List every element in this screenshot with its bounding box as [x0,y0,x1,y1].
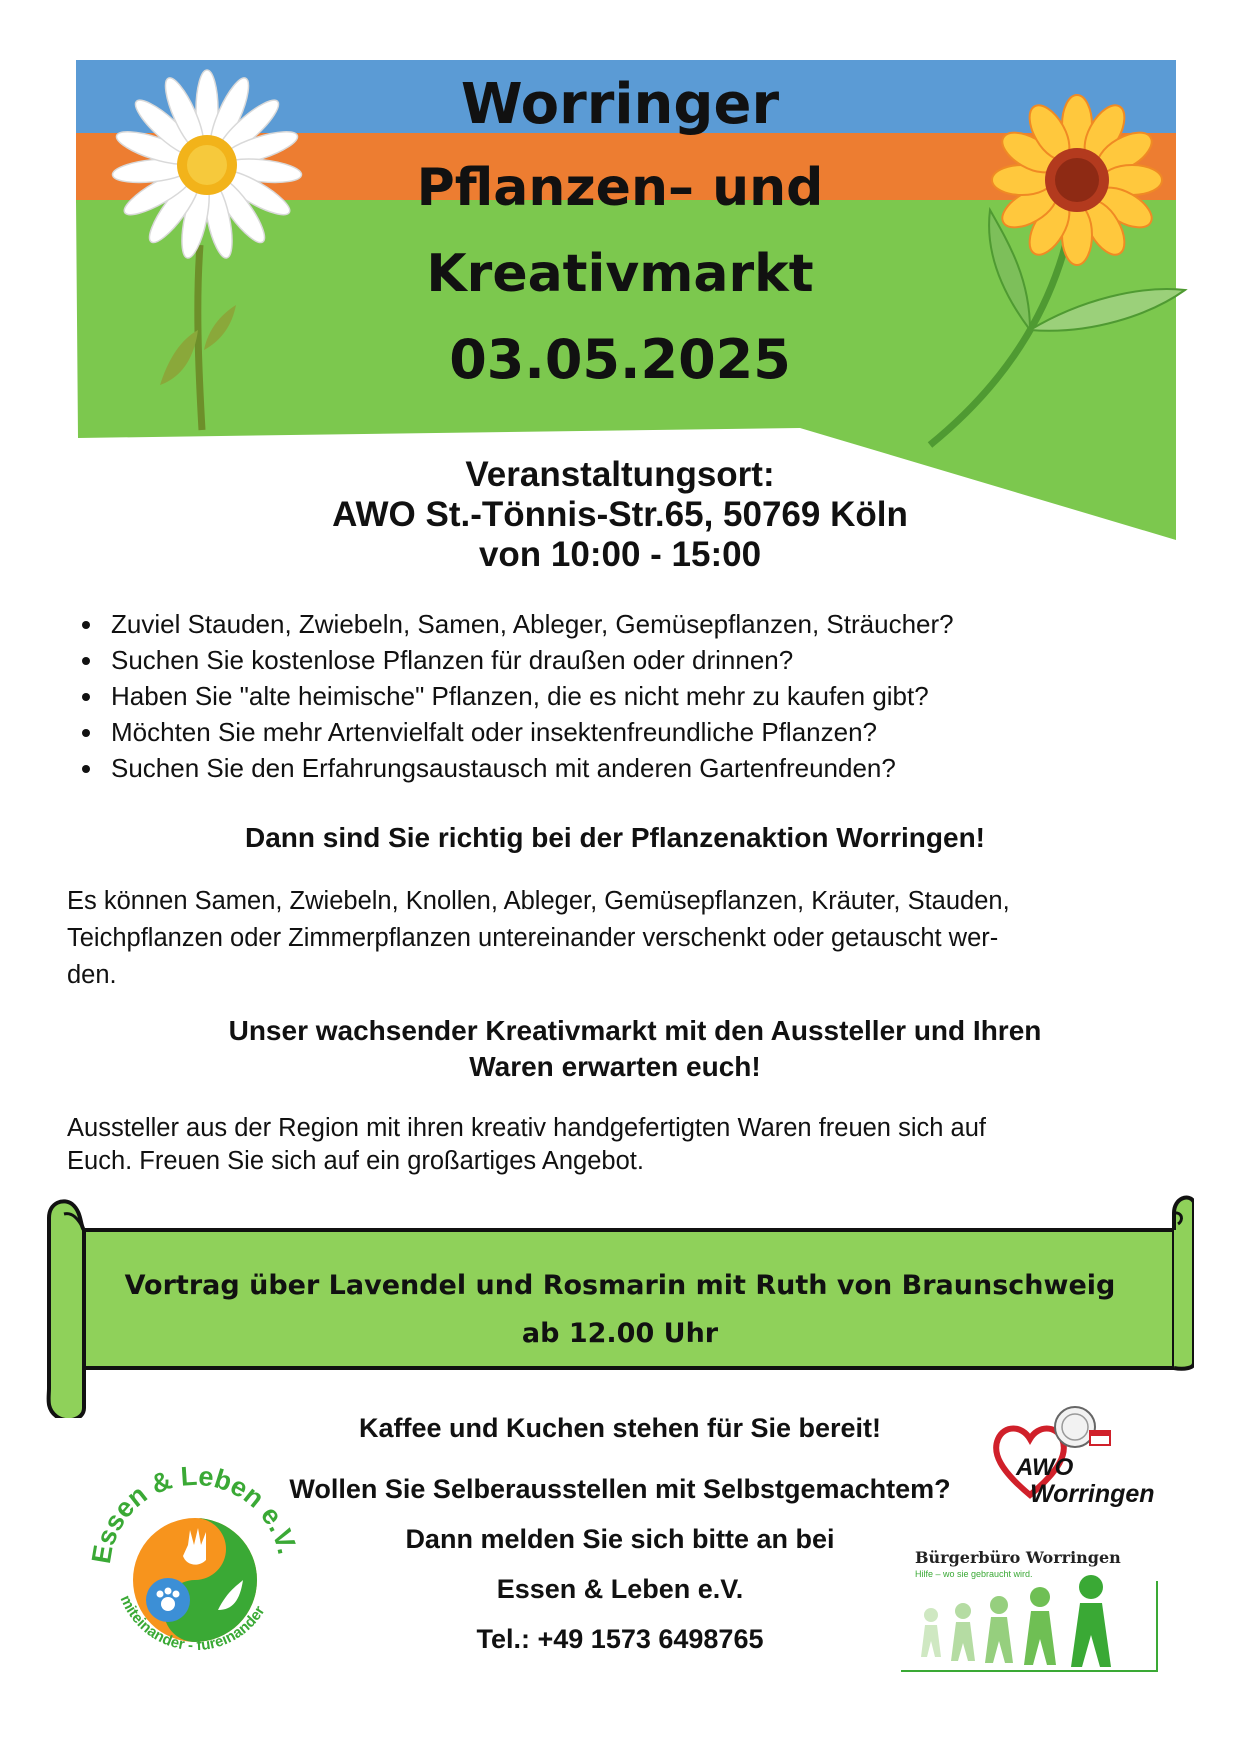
awo-worringen-logo [990,1405,1160,1515]
creative-text-line-1: Aussteller aus der Region mit ihren kreativ handgefertigten Waren freuen sich auf [67,1114,986,1142]
organization-name: Essen & Leben e.V. [496,1574,744,1604]
title-kreativmarkt: Kreativmarkt [426,244,814,304]
worringen-label: Worringen [1030,1480,1155,1508]
plant-text-line-2: Teichpflanzen oder Zimmerpflanzen untereinander verschenkt oder getauscht wer- [67,924,999,952]
list-item: • Möchten Sie mehr Artenvielfalt oder insektenfreundliche Pflanzen? [105,714,1205,750]
creative-heading-line-1: Unser wachsender Kreativmarkt mit den Aussteller und Ihren [228,1015,1042,1046]
plant-heading: Dann sind Sie richtig bei der Pflanzenaktion Worringen! [244,822,986,853]
list-item: • Suchen Sie kostenlose Pflanzen für draußen oder drinnen? [105,642,1205,678]
venue-address: AWO St.-Tönnis-Str.65, 50769 Köln [332,495,908,534]
awo-label: AWO [1016,1454,1074,1481]
exhibitor-question: Wollen Sie Selberausstellen mit Selbstgemachtem? [289,1474,951,1504]
people-group-icon [921,1575,1111,1667]
title-worringer: Worringer [460,72,780,137]
creative-heading-line-2: Waren erwarten euch! [469,1051,761,1082]
register-note: Dann melden Sie sich bitte an bei [405,1524,835,1554]
list-item: • Haben Sie "alte heimische" Pflanzen, die es nicht mehr zu kaufen gibt? [105,678,1205,714]
creative-text-line-2: Euch. Freuen Sie sich auf ein großartiges Angebot. [67,1147,644,1175]
buergerbuero-slogan: Hilfe – wo sie gebraucht wird. [915,1569,1033,1579]
essen-leben-logo [88,1450,298,1680]
venue-label: Veranstaltungsort: [465,455,775,494]
buergerbuero-logo [895,1545,1165,1675]
talk-line-1: Vortrag über Lavendel und Rosmarin mit Ruth von Braunschweig [124,1270,1116,1301]
talk-scroll-banner [44,1188,1194,1418]
venue-time: von 10:00 - 15:00 [478,535,762,574]
event-date: 03.05.2025 [449,328,791,391]
coffee-note: Kaffee und Kuchen stehen für Sie bereit! [358,1413,882,1443]
plant-text-line-3: den. [67,961,117,989]
essen-leben-name: Essen & Leben e.V [88,1460,298,1566]
essen-leben-motto: miteinander - füreinander [116,1592,269,1655]
plant-text-line-1: Es können Samen, Zwiebeln, Knollen, Ableger, Gemüsepflanzen, Kräuter, Stauden, [67,887,1010,915]
list-item: • Zuviel Stauden, Zwiebeln, Samen, Ableger, Gemüsepflanzen, Sträucher? [105,606,1205,642]
list-item: • Suchen Sie den Erfahrungsaustausch mit anderen Gartenfreunden? [105,750,1205,786]
talk-line-2: ab 12.00 Uhr [521,1318,719,1349]
buergerbuero-name: Bürgerbüro Worringen [915,1548,1121,1567]
question-list [60,606,1205,786]
title-pflanzen: Pflanzen– und [416,158,824,218]
phone-number: Tel.: +49 1573 6498765 [476,1624,764,1654]
